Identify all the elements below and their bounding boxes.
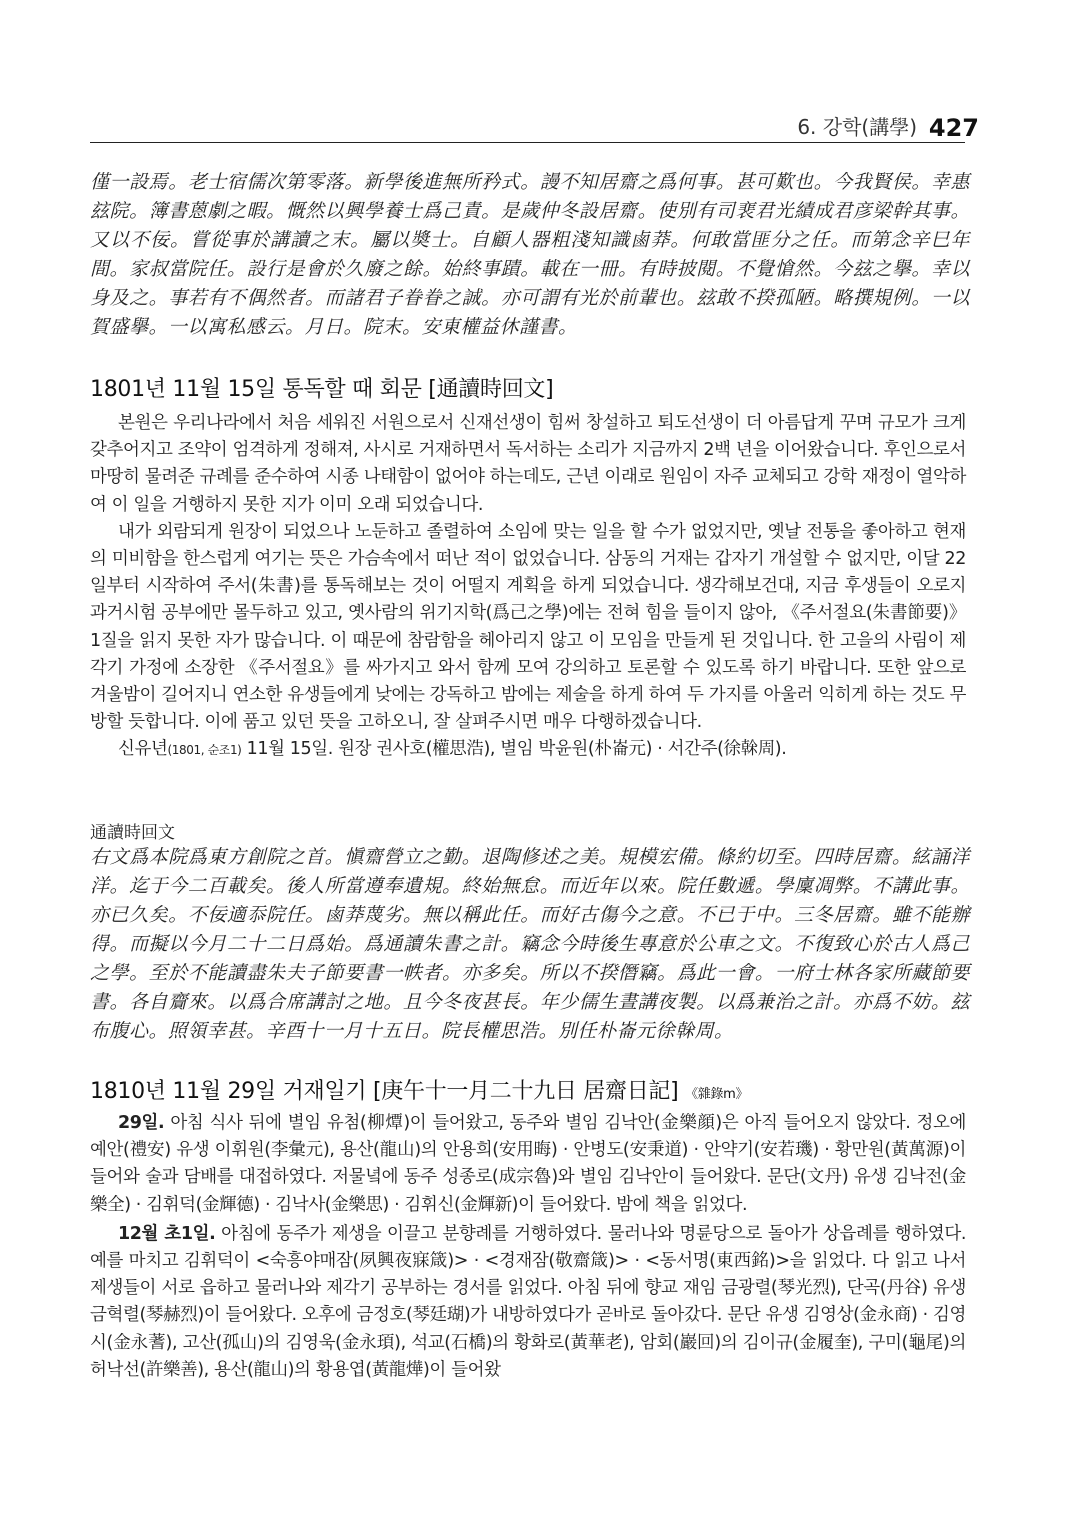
sign-rest: 11월 15일. 원장 권사호(權思浩), 별임 박윤원(朴崙元) · 서간주(徐榦周).: [241, 739, 787, 760]
signature-line: [90, 736, 966, 764]
running-header: [90, 112, 979, 143]
translation-1801: [90, 410, 966, 765]
entry-date: 12월 초1일.: [118, 1223, 216, 1244]
diary-entry: [90, 1221, 966, 1384]
entry-date: 29일.: [118, 1113, 165, 1133]
heading-text: 1810년 11월 29일 거재일기 [庚午十一月二十九日 居齋日記]: [90, 1079, 679, 1104]
entry-text: 아침에 동주가 제생을 이끌고 분향례를 거행하였다. 물러나와 명륜당으로 돌아가 상읍례를 행하였다. 예를 마치고 김휘덕이 <숙흥야매잠(夙興夜寐箴)> · <경재잠(敬齋箴)> · <동서명(東西銘)>을 읽었다. 다 읽고 나서 제생들이 서로 읍하고 물러나와 제각기 공부하는 경서를 읽었다. 아침 뒤에 향교 재임 금광렬(琴光烈), 단곡(丹谷) 유생 금혁렬(琴赫烈)이 들어왔다. 오후에 금정호(琴廷瑚)가 내방하였다가 곧바로 돌아갔다. 문단 유생 김영상(金永商) · 김영시(金永蓍), 고산(孤山)의 김영욱(金永頊), 석교(石橋)의 황화로(黃華老), 암회(巖回)의 김이규(金履奎), 구미(龜尾)의 허낙선(許樂善), 용산(龍山)의 황용엽(黃龍燁)이 들어왔: [90, 1223, 966, 1380]
sign-year: 신유년: [118, 739, 168, 760]
chapter-title: 6. 강학(講學): [797, 115, 917, 139]
section-heading-1810: [90, 1074, 970, 1105]
paragraph: 내가 외람되게 원장이 되었으나 노둔하고 졸렬하여 소임에 맞는 일을 할 수가 없었지만, 옛날 전통을 좋아하고 현재의 미비함을 한스럽게 여기는 뜻은 가슴속에서 떠난 적이 없었습니다. 삼동의 거재는 갑자기 개설할 수 없지만, 이달 22일부터 시작하여 주서(朱書)를 통독해보는 것이 어떨지 계획을 하게 되었습니다. 생각해보건대, 지금 후생들이 오로지 과거시험 공부에만 몰두하고 있고, 옛사람의 위기지학(爲己之學)에는 전혀 힘을 들이지 않아, 《주서절요(朱書節要)》 1질을 읽지 못한 자가 많습니다. 이 때문에 참람함을 헤아리지 않고 이 모임을 만들게 된 것입니다. 한 고을의 사림이 제각기 가정에 소장한 《주서절요》를 싸가지고 와서 함께 모여 강의하고 토론할 수 있도록 하기 바랍니다. 또한 앞으로 겨울밤이 길어지니 연소한 유생들에게 낮에는 강독하고 밤에는 제술을 하게 하여 두 가지를 아울러 익히게 하는 것도 무방할 듯합니다. 이에 품고 있던 뜻을 고하오니, 잘 살펴주시면 매우 다행하겠습니다.: [90, 521, 966, 733]
entry-text: 아침 식사 뒤에 별임 유첨(柳燂)이 들어왔고, 동주와 별임 김낙안(金樂顔)은 아직 들어오지 않았다. 정오에 예안(禮安) 유생 이휘원(李彙元), 용산(龍山)의 안용희(安用晦) · 안병도(安秉道) · 안약기(安若璣) · 황만원(黃萬源)이 들어와 술과 담배를 대접하였다. 저물녘에 동주 성종로(成宗魯)와 별임 김낙안이 들어왔다. 문단(文丹) 유생 김낙전(金樂全) · 김휘덕(金輝德) · 김낙사(金樂思) · 김휘신(金輝新)이 들어왔다. 밤에 책을 읽었다.: [90, 1113, 966, 1215]
section-heading-1801: 1801년 11월 15일 통독할 때 회문 [通讀時回文]: [90, 377, 554, 402]
heading-source: 《雜錄m》: [685, 1087, 749, 1102]
page-number: 427: [928, 114, 979, 142]
hanmun-text-top: 僅一設焉。老士宿儒次第零落。新學後進無所矜式。謾不知居齋之爲何事。甚可歎也。今我賢侯。幸惠玆院。簿書蒽劇之暇。慨然以興學養士爲己責。是歲仲冬設居齋。使別有司裵君光績成君彦梁幹其事。又以不佞。嘗從事於講讀之末。屬以奬士。自顧人器粗淺知識鹵莽。何敢當匪分之任。而第念辛巳年間。家叔當院任。設行是會於久廢之餘。始終事蹟。載在一冊。有時披閱。不覺愴然。今玆之擧。幸以身及之。事若有不偶然者。而諸君子眷眷之誠。亦可謂有光於前輩也。玆敢不揆孤陋。略撰規例。一以賀盛擧。一以寓私感云。月日。院末。安東權益休謹書。: [90, 171, 970, 338]
paragraph: 본원은 우리나라에서 처음 세워진 서원으로서 신재선생이 힘써 창설하고 퇴도선생이 더 아름답게 꾸며 규모가 크게 갖추어지고 조약이 엄격하게 정해져, 사시로 거재하면서 독서하는 소리가 지금까지 2백 년을 이어왔습니다. 후인으로서 마땅히 물려준 규례를 준수하여 시종 나태함이 없어야 하는데도, 근년 이래로 원임이 자주 교체되고 강학 재정이 열악하여 이 일을 거행하지 못한 지가 이미 오래 되었습니다.: [90, 413, 966, 515]
translation-1810: [90, 1110, 966, 1384]
original-text-label: 通讀時回文: [90, 823, 175, 843]
hanmun-text-1801: 右文爲本院爲東方創院之首。愼齋營立之勤。退陶修述之美。規模宏備。條約切至。四時居齋。絃誦洋洋。迄于今二百載矣。後人所當遵奉遺規。終始無怠。而近年以來。院任數遞。學廩凋弊。不講此事。亦已久矣。不佞適忝院任。鹵莽蔑劣。無以稱此任。而好古傷今之意。不已于中。三冬居齋。雖不能辦得。而擬以今月二十二日爲始。爲通讀朱書之計。竊念今時後生專意於公車之文。不復致心於古人爲己之學。至於不能讀盡朱夫子節要書一帙者。亦多矣。所以不揆僭竊。爲此一會。一府士林各家所藏節要書。各自齎來。以爲合席講討之地。且今冬夜甚長。年少儒生晝講夜製。以爲兼治之計。亦爲不妨。玆布腹心。照領幸甚。辛酉十一月十五日。院長權思浩。別任朴崙元徐榦周。: [90, 846, 970, 1042]
sign-year-note: (1801, 순조1): [167, 743, 242, 758]
diary-entry: [90, 1110, 966, 1219]
